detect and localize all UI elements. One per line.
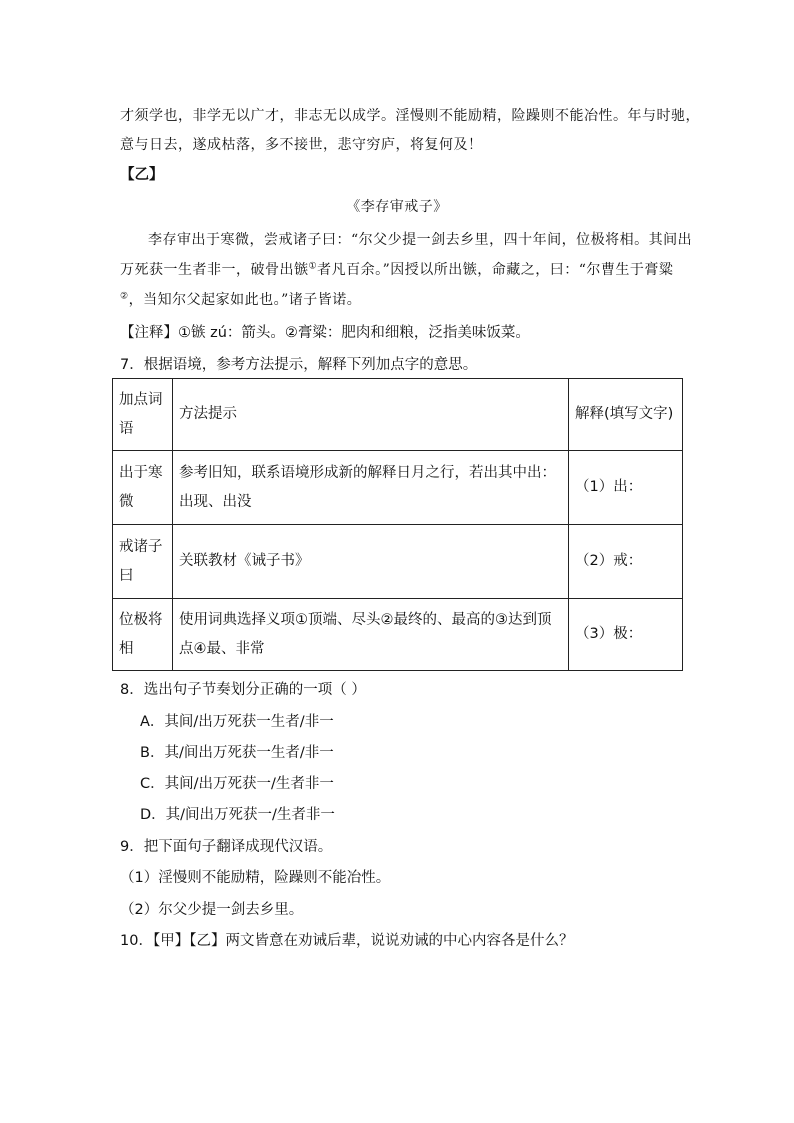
row-word: 位极将相 [113,599,173,671]
row-hint: 参考旧知，联系语境形成新的解释日月之行，若出其中出：出现、出没 [173,451,569,525]
row-answer-field[interactable]: （2）戒： [569,525,683,599]
footnote-marker-1: ① [308,261,318,272]
table-row [113,451,683,525]
annotation-notes: 【注释】①镞 zú：箭头。②膏粱：肥肉和细粮，泛指美味饭菜。 [120,325,530,341]
yi-passage-line-2 [120,259,673,279]
yi-label: 【乙】 [120,167,164,183]
footnote-marker-2: ② [120,291,129,302]
option-d[interactable]: D．其/间出万死获一/生者非一 [140,807,335,823]
vocabulary-table [112,378,683,671]
yi-passage-line-1: 李存审出于寒微，尝戒诸子曰：“尔父少提一剑去乡里，四十年间，位极将相。其间出 [148,232,693,248]
row-hint: 使用词典选择义项①顶端、尽头②最终的、最高的③达到顶点④最、非常 [173,599,569,671]
question-9-sentence-1: （1）淫慢则不能励精，险躁则不能冶性。 [120,870,391,886]
jia-passage-line-2: 意与日去，遂成枯落，多不接世，悲守穷庐，将复何及！ [120,137,483,153]
row-hint: 关联教材《诫子书》 [173,525,569,599]
row-word: 戒诸子曰 [113,525,173,599]
header-answer: 解释(填写文字) [569,379,683,451]
yi-line2-part-a: 万死获一生者非一，破骨出镞 [120,262,309,278]
jia-passage-line-1: 才须学也，非学无以广才，非志无以成学。淫慢则不能励精，险躁则不能冶性。年与时驰， [120,108,700,124]
header-hint: 方法提示 [173,379,569,451]
row-word: 出于寒微 [113,451,173,525]
option-c[interactable]: C．其间/出万死获一/生者非一 [140,776,334,792]
header-word: 加点词语 [113,379,173,451]
yi-line3-text: ，当知尔父起家如此也。”诸子皆诺。 [128,292,362,308]
yi-passage-line-3 [120,289,361,309]
question-10-prompt: 10．【甲】【乙】两文皆意在劝诫后辈，说说劝诫的中心内容各是什么？ [120,933,574,949]
table-header-row [113,379,683,451]
row-answer-field[interactable]: （3）极： [569,599,683,671]
table-row [113,599,683,671]
question-8-prompt: 8．选出句子节奏划分正确的一项（ ） [120,682,366,698]
option-a[interactable]: A．其间/出万死获一生者/非一 [140,714,334,730]
row-answer-field[interactable]: （1）出： [569,451,683,525]
table-row [113,525,683,599]
yi-title: 《李存审戒子》 [346,199,448,215]
question-9-sentence-2: （2）尔父少提一剑去乡里。 [120,902,304,918]
option-b[interactable]: B．其/间出万死获一生者/非一 [140,745,334,761]
question-9-prompt: 9．把下面句子翻译成现代汉语。 [120,839,333,855]
yi-line2-part-b: 者凡百余。”因授以所出镞，命藏之，曰：“尔曹生于膏粱 [317,262,674,278]
question-7-prompt: 7．根据语境，参考方法提示，解释下列加点字的意思。 [120,357,478,373]
